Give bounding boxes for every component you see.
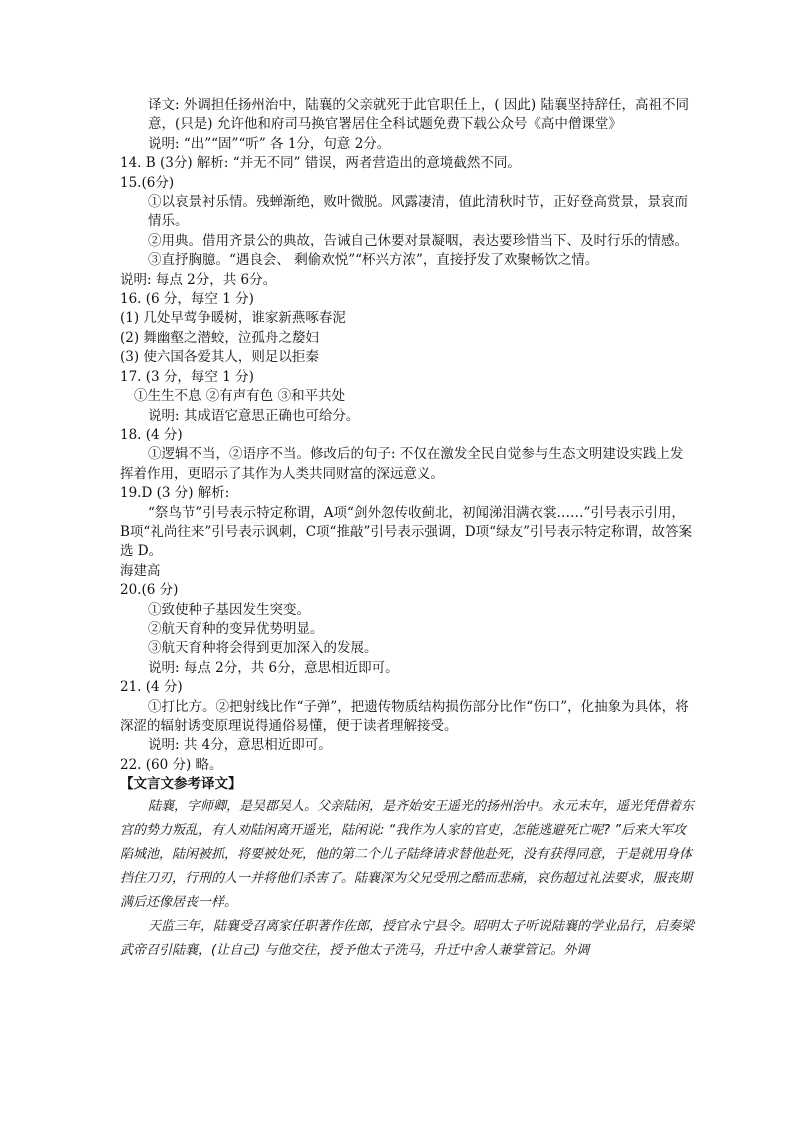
note-line: 说明: “出”“固”“听” 各 1分，句意 2分。	[148, 135, 391, 152]
answer-22: 22. (60 分) 略。	[120, 756, 223, 773]
answer-19-body: “祭鸟节”引号表示特定称谓，A项“剑外忽传收蓟北，初闻涕泪满衣裳……”引号表示引用，B项“礼尚往来”引号表示讽刺，C项“推敲”引号表示强调，D项“绿友”引号表示特定称谓，故答案选 D。	[120, 504, 692, 560]
answer-20-note: 说明: 每点 2分，共 6分，意思相近即可。	[148, 659, 399, 676]
answer-21-header: 21. (4 分)	[120, 679, 183, 696]
stray-text: 海建高	[120, 562, 161, 579]
ancient-paragraph-2: 天监三年，陆襄受召离家任职著作佐郎，授官永宁县令。昭明太子听说陆襄的学业品行，启奏梁武帝召引陆襄，(让自己) 与他交往，授予他太子洗马，升迁中舍人兼掌管记。外调	[120, 918, 695, 958]
answer-18-body: ①逻辑不当，②语序不当。修改后的句子: 不仅在激发全民自觉参与生态文明建设实践上发挥着作用，更昭示了其作为人类共同财富的深远意义。	[120, 446, 684, 482]
answer-16-item-1: (1) 几处早莺争暖树，谁家新燕啄春泥	[120, 310, 346, 327]
answer-20-header: 20.(6 分)	[120, 582, 179, 599]
section-title: 【文言文参考译文】	[120, 776, 242, 793]
answer-15-point-2: ②用典。借用齐景公的典故，告诫自己休要对景凝咽，表达要珍惜当下、及时行乐的情感。	[148, 232, 688, 249]
answer-17-note: 说明: 其成语它意思正确也可给分。	[148, 407, 360, 424]
answer-17-items: ①生生不息 ②有声有色 ③和平共处	[134, 388, 346, 405]
ancient-paragraph-1: 陆襄，字师卿，是吴郡吴人。父亲陆闲，是齐始安王遥光的扬州治中。永元末年，遥光凭借着东宫的势力叛乱，有人劝陆闲离开遥光，陆闲说: “我作为人家的官吏，怎能逃避死亡呢? ”后来大军攻陷城池，陆闲被抓，将要被处死，他的第二个儿子陆绛请求替他赴死，没有获得同意，于是就用身体挡住刀刃，行刑的人一并将他们杀害了。陆襄深为父兄受刑之酷而悲痛，哀伤超过礼法要求，服丧期满后还像居丧一样。	[120, 798, 695, 910]
ancient-translation	[120, 795, 694, 963]
answer-16-header: 16. (6 分，每空 1 分)	[120, 291, 254, 308]
answer-17-header: 17. (3 分，每空 1 分)	[120, 368, 254, 385]
answer-15-point-1: ①以哀景衬乐情。残蝉渐绝，败叶微脱。风露凄清，值此清秋时节，正好登高赏景，景哀而情乐。	[148, 194, 688, 230]
answer-18-header: 18. (4 分)	[120, 426, 183, 443]
answer-20-point-3: ③航天育种将会得到更加深入的发展。	[148, 640, 378, 657]
answer-20-point-1: ①致使种子基因发生突变。	[148, 601, 310, 618]
answer-15-header: 15.(6分)	[120, 174, 175, 191]
answer-19-header: 19.D (3 分) 解析:	[120, 485, 230, 502]
answer-15-point-3: ③直抒胸臆。“遇良会、 剩偷欢悦”“杯兴方浓”，直接抒发了欢聚畅饮之情。	[148, 252, 599, 269]
answer-16-item-3: (3) 使六国各爱其人，则足以拒秦	[120, 349, 319, 366]
answer-21-note: 说明: 共 4分，意思相近即可。	[148, 737, 332, 754]
answer-15-note: 说明: 每点 2分，共 6分。	[120, 271, 277, 288]
answer-21-body: ①打比方。②把射线比作“子弹”，把遗传物质结构损伤部分比作“伤口”，化抽象为具体，将深涩的辐射诱变原理说得通俗易懂，便于读者理解接受。	[120, 698, 689, 734]
translation-line: 译文: 外调担任扬州治中，陆襄的父亲就死于此官职任上，( 因此) 陆襄坚持辞任，高祖不同意，(只是) 允许他和府司马换官署居住全科试题免费下载公众号《高中僧课堂》	[148, 97, 689, 133]
answer-14: 14. B (3分) 解析: “并无不同” 错误，两者营造出的意境截然不同。	[120, 155, 521, 172]
answer-20-point-2: ②航天育种的变异优势明显。	[148, 620, 324, 637]
answer-16-item-2: (2) 舞幽壑之潜蛟，泣孤舟之嫠妇	[120, 329, 319, 346]
